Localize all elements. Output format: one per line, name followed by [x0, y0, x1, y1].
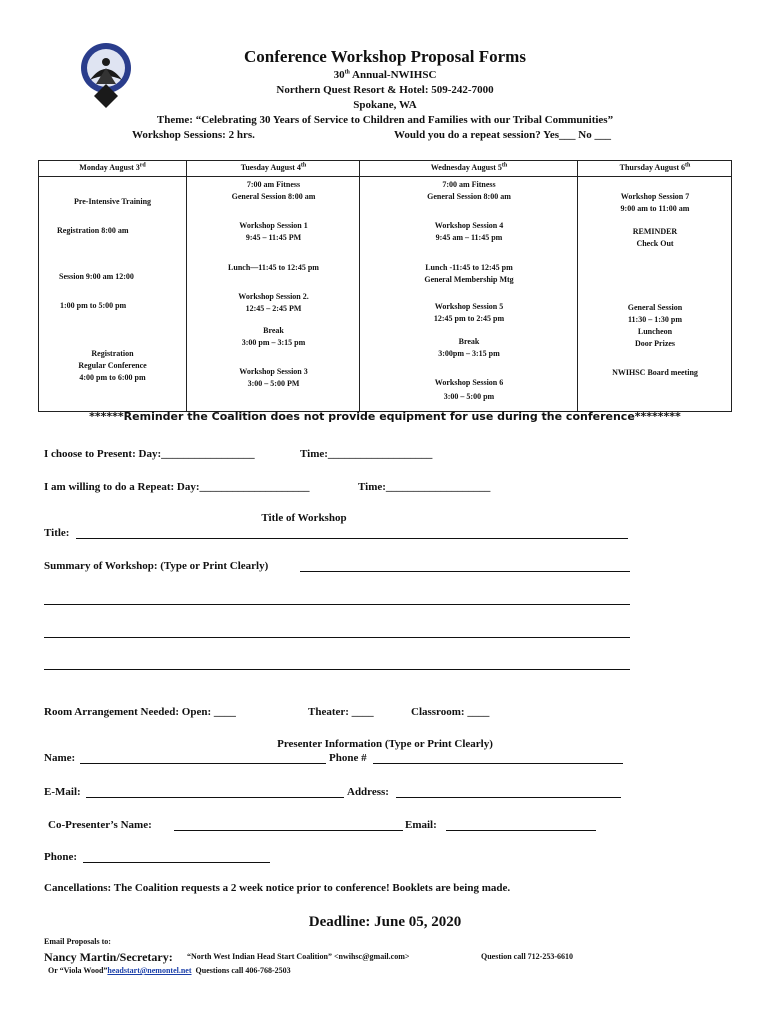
thursday-column — [577, 161, 732, 411]
summary-line-3[interactable] — [44, 637, 630, 638]
copresenter-field[interactable] — [174, 830, 403, 831]
repeat-question: Would you do a repeat session? Yes___ No ___ — [394, 129, 611, 141]
wednesday-ws5: Workshop Session 5 — [434, 302, 504, 311]
wednesday-ws5-time: 12:45 pm to 2:45 pm — [433, 314, 505, 323]
name-label: Name: — [44, 752, 76, 764]
viola-name: Or “Viola Wood” — [48, 966, 108, 975]
summary-label: Summary of Workshop: (Type or Print Clearly) — [44, 560, 269, 572]
tuesday-fitness: 7:00 am Fitness — [246, 180, 301, 189]
copresenter-label: Co-Presenter’s Name: — [48, 819, 152, 831]
schedule-table — [38, 160, 732, 412]
monday-header: Monday August 3rd — [39, 163, 186, 177]
tuesday-header: Tuesday August 4th — [187, 163, 360, 177]
tuesday-ws1-time: 9:45 – 11:45 PM — [245, 233, 302, 242]
thursday-reminder: REMINDER — [632, 227, 678, 236]
monday-afternoon: 1:00 pm to 5:00 pm — [60, 301, 127, 310]
summary-line-4[interactable] — [44, 669, 630, 670]
monday-session: Session 9:00 am 12:00 — [59, 272, 134, 281]
viola-line — [48, 966, 291, 975]
tuesday-column — [186, 161, 360, 411]
email-field[interactable] — [86, 797, 344, 798]
room-classroom-field[interactable]: Classroom: ____ — [411, 706, 490, 718]
title-heading: Title of Workshop — [261, 512, 347, 524]
address-label: Address: — [347, 786, 389, 798]
copresenter-email-label: Email: — [405, 819, 437, 831]
sessions-line: Workshop Sessions: 2 hrs. — [132, 129, 255, 141]
monday-registration: Registration 8:00 am — [57, 226, 129, 235]
thursday-board: NWIHSC Board meeting — [612, 368, 698, 377]
thursday-ws7-time: 9:00 am to 11:00 am — [620, 204, 690, 213]
tuesday-lunch: Lunch—11:45 to 12:45 pm — [228, 263, 319, 272]
page-title: Conference Workshop Proposal Forms — [244, 47, 526, 66]
question-call-1: Question call 712-253-6610 — [481, 952, 573, 961]
viola-email-link[interactable]: headstart@nemontel.net — [107, 966, 192, 975]
phone-field[interactable] — [373, 763, 623, 764]
question-call-2: Questions call 406-768-2503 — [195, 966, 291, 975]
present-time-field[interactable]: Time:___________________ — [300, 448, 433, 460]
tuesday-ws2: Workshop Session 2. — [238, 292, 309, 301]
nancy-name: Nancy Martin/Secretary: — [44, 950, 173, 964]
thursday-header: Thursday August 6th — [578, 163, 732, 177]
name-field[interactable] — [80, 763, 326, 764]
email-proposals-label: Email Proposals to: — [44, 937, 111, 946]
address-field[interactable] — [396, 797, 621, 798]
title-label: Title: — [44, 527, 70, 539]
tuesday-break: Break — [263, 326, 284, 335]
tuesday-break-time: 3:00 pm – 3:15 pm — [241, 338, 306, 347]
tuesday-ws2-time: 12:45 – 2:45 PM — [245, 304, 302, 313]
pre-intensive: Pre-Intensive Training — [73, 197, 152, 206]
email-label: E-Mail: — [44, 786, 81, 798]
monday-reg3: 4:00 pm to 6:00 pm — [79, 373, 146, 382]
wednesday-membership: General Membership Mtg — [424, 275, 514, 284]
repeat-time-field[interactable]: Time:___________________ — [358, 481, 491, 493]
wednesday-fitness: 7:00 am Fitness — [442, 180, 496, 189]
city-line: Spokane, WA — [353, 99, 417, 111]
thursday-ws7: Workshop Session 7 — [620, 192, 690, 201]
summary-line-2[interactable] — [44, 604, 630, 605]
wednesday-break-time: 3:00pm – 3:15 pm — [438, 349, 500, 358]
title-field[interactable] — [76, 538, 628, 539]
wednesday-ws6-time: 3:00 – 5:00 pm — [443, 392, 495, 401]
cancellations-text: Cancellations: The Coalition requests a 2 week notice prior to conference! Booklets are being made. — [44, 882, 511, 894]
repeat-day-field[interactable]: I am willing to do a Repeat: Day:____________________ — [44, 481, 310, 493]
monday-reg1: Registration — [91, 349, 134, 358]
theme-line: Theme: “Celebrating 30 Years of Service to Children and Families with our Tribal Communities” — [156, 114, 614, 126]
room-open-field[interactable]: Room Arrangement Needed: Open: ____ — [44, 706, 236, 718]
tuesday-general: General Session 8:00 am — [231, 192, 316, 201]
phone2-label: Phone: — [44, 851, 77, 863]
tuesday-ws1: Workshop Session 1 — [239, 221, 308, 230]
thursday-general: General Session — [627, 303, 683, 312]
equipment-notice: ******Reminder the Coalition does not provide equipment for use during the conference******** — [89, 410, 681, 423]
present-day-field[interactable]: I choose to Present: Day:_________________ — [44, 448, 255, 460]
phone2-field[interactable] — [83, 862, 270, 863]
wednesday-header: Wednesday August 5th — [360, 163, 578, 177]
thursday-prizes: Door Prizes — [634, 339, 676, 348]
summary-field[interactable] — [300, 571, 630, 572]
wednesday-ws4-time: 9:45 am – 11:45 pm — [435, 233, 503, 242]
wednesday-break: Break — [458, 337, 480, 346]
thursday-checkout: Check Out — [636, 239, 674, 248]
monday-column — [39, 161, 186, 411]
presenter-heading: Presenter Information (Type or Print Clearly) — [277, 738, 493, 750]
wednesday-general: General Session 8:00 am — [427, 192, 511, 201]
wednesday-column — [359, 161, 578, 411]
wednesday-ws4: Workshop Session 4 — [434, 221, 504, 230]
wednesday-lunch: Lunch -11:45 to 12:45 pm — [425, 263, 513, 272]
nancy-contact: “North West Indian Head Start Coalition” <nwihsc@gmail.com> — [187, 952, 410, 961]
venue-line: Northern Quest Resort & Hotel: 509-242-7000 — [276, 84, 494, 96]
annual-line: 30th Annual-NWIHSC — [333, 69, 437, 81]
thursday-luncheon: Luncheon — [637, 327, 673, 336]
wednesday-ws6: Workshop Session 6 — [434, 378, 504, 387]
deadline: Deadline: June 05, 2020 — [308, 914, 462, 930]
thursday-general-time: 11:30 – 1:30 pm — [628, 315, 682, 324]
copresenter-email-field[interactable] — [446, 830, 596, 831]
phone-label: Phone # — [329, 752, 367, 764]
tuesday-ws3: Workshop Session 3 — [239, 367, 308, 376]
room-theater-field[interactable]: Theater: ____ — [308, 706, 374, 718]
monday-reg2: Regular Conference — [78, 361, 147, 370]
tuesday-ws3-time: 3:00 – 5:00 PM — [247, 379, 300, 388]
